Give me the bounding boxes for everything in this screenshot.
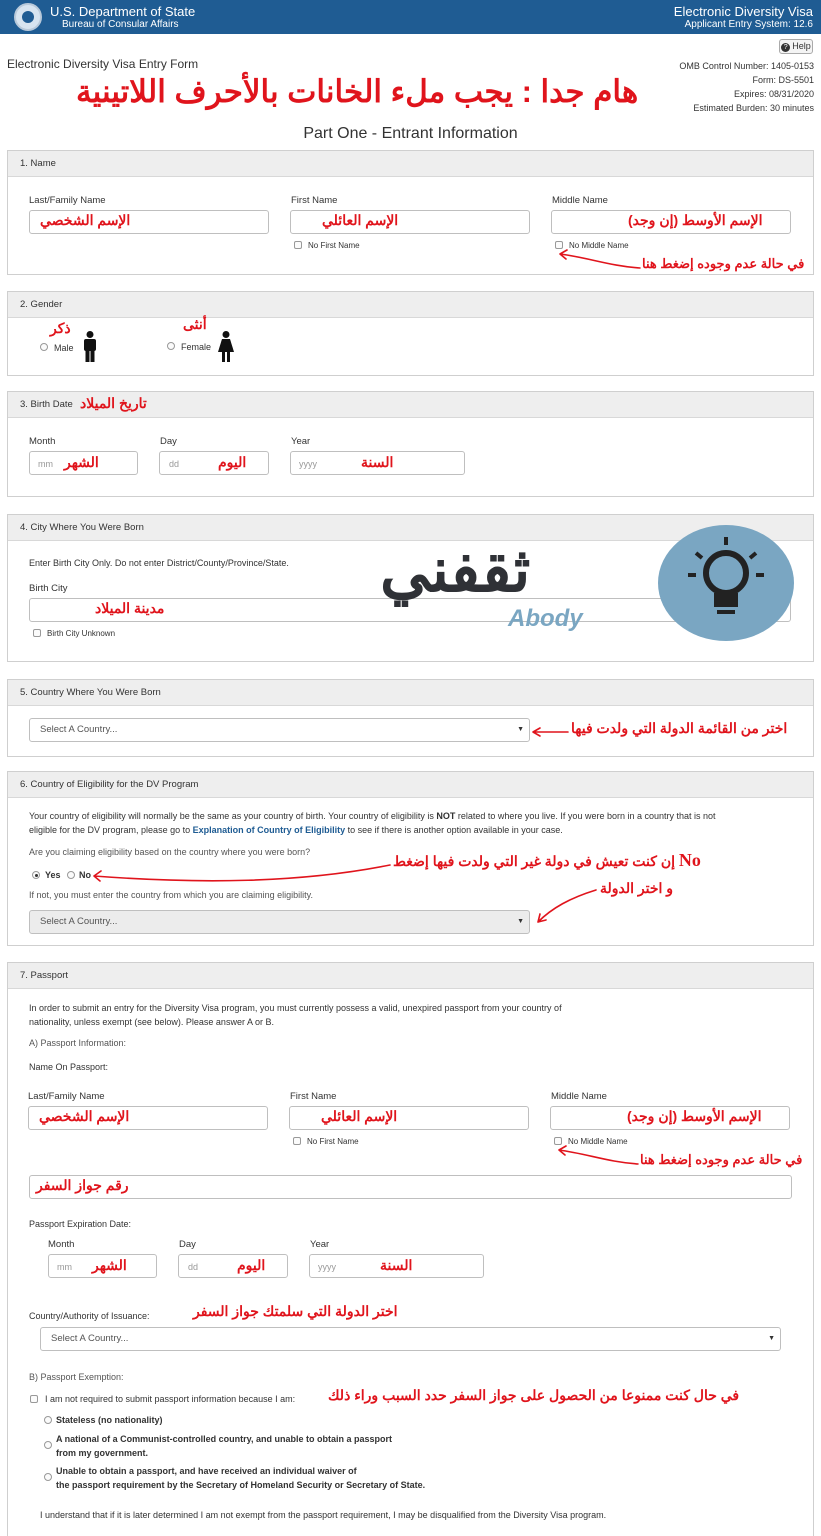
department-name: U.S. Department of State — [50, 4, 196, 19]
arrow-eligibility-no — [94, 865, 390, 881]
system-name: Electronic Diversity Visa — [673, 4, 813, 19]
passport-exempt-annotation: في حال كنت ممنوعا من الحصول على جواز السفر حدد السبب وراء ذلك — [328, 1387, 740, 1403]
system-version: Applicant Entry System: 12.6 — [684, 19, 813, 30]
eligibility-country-annotation: و اختر الدولة — [600, 880, 674, 896]
passport-middle-annotation: الإسم الأوسط (إن وجد) — [627, 1108, 762, 1124]
passport-no-first-label: No First Name — [307, 1137, 359, 1146]
section-header: 6. Country of Eligibility for the DV Program — [8, 772, 813, 798]
issuance-country-select[interactable]: Select A Country... ▼ — [40, 1327, 781, 1351]
last-name-label: Last/Family Name — [29, 195, 106, 206]
name-on-passport-label: Name On Passport: — [29, 1062, 109, 1072]
form-title: Electronic Diversity Visa Entry Form — [7, 57, 199, 71]
exemption-disclaimer: I understand that if it is later determined I am not exempt from the passport requirement, I may be disqualified from the Diversity Visa program. — [40, 1510, 607, 1520]
section-header: 3. Birth Date — [8, 392, 813, 418]
eligibility-explanation-link[interactable]: Explanation of Country of Eligibility — [192, 825, 346, 835]
eligibility-country-select[interactable]: Select A Country... ▼ — [29, 910, 530, 934]
communist-country-label-1: A national of a Communist-controlled country, and unable to obtain a passport — [56, 1434, 393, 1444]
bureau-name: Bureau of Consular Affairs — [62, 19, 179, 30]
passport-expiration-label: Passport Expiration Date: — [29, 1219, 132, 1229]
birth-city-annotation: مدينة الميلاد — [95, 600, 165, 616]
communist-country-label-2: from my government. — [56, 1448, 149, 1458]
arabic-warning: هام جدا : يجب ملء الخانات بالأحرف اللاتينية — [76, 74, 639, 109]
form-expires: Expires: 08/31/2020 — [733, 89, 814, 99]
passport-intro-2: nationality, unless exempt (see below). Please answer A or B. — [29, 1017, 274, 1027]
month-placeholder: mm — [38, 459, 53, 469]
passport-exempt-label: I am not required to submit passport information because I am: — [45, 1394, 296, 1404]
no-middle-name-label: No Middle Name — [569, 241, 629, 250]
passport-a-label: A) Passport Information: — [29, 1038, 127, 1048]
section-header: 2. Gender — [8, 292, 813, 318]
day-label: Day — [160, 436, 177, 447]
estimated-burden: Estimated Burden: 30 minutes — [693, 103, 814, 113]
watermark-arabic-text: ثقفني — [380, 536, 531, 605]
eligibility-yes-label: Yes — [45, 870, 61, 880]
exp-year-placeholder: yyyy — [318, 1262, 336, 1272]
male-annotation: ذكر — [50, 320, 71, 336]
eligibility-if-not: If not, you must enter the country from which you are claiming eligibility. — [29, 890, 313, 900]
passport-last-name-label: Last/Family Name — [28, 1091, 105, 1102]
exp-year-annotation: السنة — [380, 1257, 413, 1273]
eligibility-no-annotation: No إن كنت تعيش في دولة غير التي ولدت فيها إضغط — [393, 850, 701, 870]
exp-day-label: Day — [179, 1239, 196, 1250]
year-annotation: السنة — [361, 454, 394, 470]
last-name-annotation: الإسم الشخصي — [40, 212, 131, 228]
chevron-down-icon: ▼ — [517, 726, 524, 733]
help-icon: ? — [781, 43, 790, 52]
birth-city-label: Birth City — [29, 583, 68, 594]
form-number: Form: DS-5501 — [752, 75, 814, 85]
issuance-annotation: اختر الدولة التي سلمتك جواز السفر — [193, 1303, 398, 1319]
passport-number-annotation: رقم جواز السفر — [36, 1177, 129, 1193]
birth-date-annotation: تاريخ الميلاد — [80, 395, 147, 411]
country-born-select[interactable]: Select A Country... ▼ — [29, 718, 530, 742]
chevron-down-icon: ▼ — [768, 1335, 775, 1342]
section-header: 1. Name — [8, 151, 813, 177]
passport-intro-1: In order to submit an entry for the Diversity Visa program, you must currently possess a valid, unexpired passport from your country of — [29, 1003, 562, 1013]
passport-no-middle-annotation: في حالة عدم وجوده إضغط هنا — [640, 1152, 803, 1167]
arrow-eligibility-country — [538, 890, 596, 922]
month-annotation: الشهر — [64, 454, 99, 470]
male-label: Male — [54, 343, 74, 353]
stateless-label: Stateless (no nationality) — [56, 1415, 163, 1425]
country-born-annotation: اختر من القائمة الدولة التي ولدت فيها — [571, 720, 788, 736]
birth-city-unknown-label: Birth City Unknown — [47, 629, 116, 638]
omb-control: OMB Control Number: 1405-0153 — [679, 61, 814, 71]
help-button[interactable]: ? Help — [779, 39, 813, 54]
passport-first-annotation: الإسم العائلي — [321, 1108, 398, 1124]
no-first-name-label: No First Name — [308, 241, 360, 250]
passport-last-annotation: الإسم الشخصي — [39, 1108, 130, 1124]
arrow-no-middle-name — [560, 250, 640, 268]
birth-city-hint: Enter Birth City Only. Do not enter District/County/Province/State. — [29, 558, 289, 568]
female-annotation: أنثى — [183, 316, 207, 332]
day-placeholder: dd — [169, 459, 180, 469]
middle-name-annotation: الإسم الأوسط (إن وجد) — [628, 212, 763, 228]
waiver-label-2: the passport requirement by the Secretary of Homeland Security or Secretary of State. — [56, 1480, 426, 1490]
part-title: Part One - Entrant Information — [303, 125, 518, 142]
month-label: Month — [29, 436, 56, 447]
exp-day-annotation: اليوم — [237, 1257, 266, 1273]
first-name-label: First Name — [291, 195, 338, 206]
exp-day-placeholder: dd — [188, 1262, 199, 1272]
exp-year-label: Year — [310, 1239, 330, 1250]
chevron-down-icon: ▼ — [517, 918, 524, 925]
year-label: Year — [291, 436, 311, 447]
middle-name-label: Middle Name — [552, 195, 608, 206]
passport-middle-name-label: Middle Name — [551, 1091, 607, 1102]
exp-month-placeholder: mm — [57, 1262, 72, 1272]
passport-first-name-label: First Name — [290, 1091, 337, 1102]
female-label: Female — [181, 342, 212, 352]
eligibility-text-line-1: Your country of eligibility will normally be the same as your country of birth. Your country of eligibility is NOT related to where you live. If you were born in a country that is not — [29, 811, 716, 821]
section-header: 5. Country Where You Were Born — [8, 680, 813, 706]
watermark-latin-text: Abody — [508, 605, 583, 632]
no-middle-annotation: في حالة عدم وجوده إضغط هنا — [642, 256, 805, 271]
first-name-annotation: الإسم العائلي — [322, 212, 399, 228]
eligibility-question: Are you claiming eligibility based on the country where you were born? — [29, 847, 311, 857]
arrow-country-born — [533, 728, 568, 736]
day-annotation: اليوم — [218, 454, 247, 470]
passport-no-middle-label: No Middle Name — [568, 1137, 628, 1146]
waiver-label-1: Unable to obtain a passport, and have received an individual waiver of — [56, 1466, 357, 1476]
issuance-label: Country/Authority of Issuance: — [29, 1311, 150, 1321]
section-header: 7. Passport — [8, 963, 813, 989]
eligibility-text-line-2: eligible for the DV program, please go to Explanation of Country of Eligibility to see if there is another option available in your case. — [29, 825, 563, 835]
exp-month-annotation: الشهر — [92, 1257, 127, 1273]
year-placeholder: yyyy — [299, 459, 317, 469]
eligibility-no-label: No — [79, 870, 91, 880]
exp-month-label: Month — [48, 1239, 75, 1250]
arrow-passport-no-middle — [559, 1146, 638, 1164]
section-header: 4. City Where You Were Born — [8, 515, 813, 541]
passport-b-label: B) Passport Exemption: — [29, 1372, 124, 1382]
